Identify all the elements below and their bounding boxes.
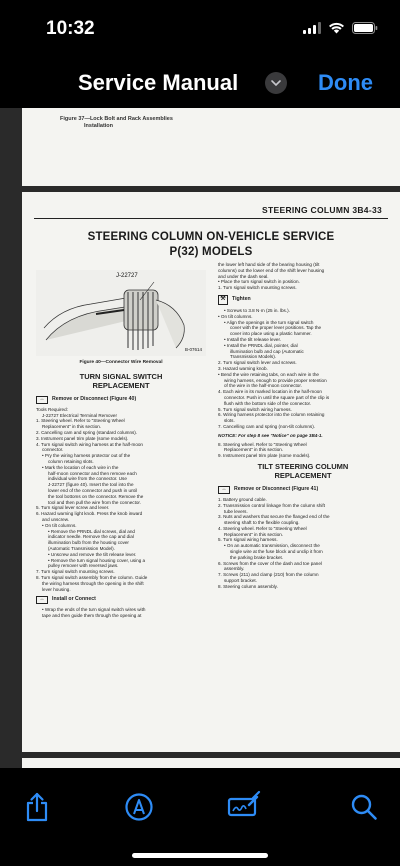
figure-code: B-07614 <box>184 347 202 353</box>
text-line: 5. Turn signal lever screw and lever. <box>36 505 110 511</box>
text-line: 2. Turn signal switch lever and screws. <box>218 360 297 366</box>
text-line: 7. Screws (211) and clamp (210) from the column <box>218 572 319 578</box>
text-line: • Remove the turn signal housing cover, using a <box>48 557 146 563</box>
tighten-heading: ⚒ Tighten <box>218 295 388 305</box>
text-line: • Install the PRNDL dial, pointer, dial <box>224 342 298 348</box>
remove-steps-list <box>36 407 206 593</box>
text-line: 6. Screws from the cover of the dash and toe panel <box>218 560 322 566</box>
text-line: • Unscrew and remove the tilt release lever. <box>48 551 137 557</box>
text-line: 4. Turn signal switch wiring harness at the half-moon <box>36 441 143 447</box>
text-line: lever housing. <box>42 586 71 592</box>
search-icon <box>350 793 378 821</box>
text-line: • Pry the wiring harness protector out of the <box>42 453 131 459</box>
text-line: 2. Cancelling cam and spring (standard columns). <box>36 429 138 435</box>
text-line: • Wrap the ends of the turn signal switch wires with <box>42 607 146 613</box>
text-line: the tool bottoms on the connector. Remove the <box>48 493 144 499</box>
bottom-toolbar <box>0 768 400 866</box>
text-line: tape and then guide them through the opening at <box>42 613 142 619</box>
text-line: J-22727 Electrical Terminal Remover <box>42 412 117 418</box>
text-line: Replacement" in this section. <box>224 531 284 537</box>
text-line: Replacement" in this section. <box>42 424 102 430</box>
text-line: 6. Wiring harness protector into the column retaining <box>218 412 325 418</box>
text-line: 9. Instrument panel trim plate (some models). <box>218 453 311 459</box>
text-line: of the wire in the half-moon connector. <box>224 383 302 389</box>
text-line: cover with the proper lever positions. Tap the <box>230 325 322 331</box>
text-line: assembly. <box>224 566 245 572</box>
text-line: tube levers. <box>224 508 248 514</box>
text-line: illumination bulb and cap (Automatic <box>230 348 304 354</box>
done-button[interactable]: Done <box>318 70 373 95</box>
text-line: 1. Steering wheel. Refer to "Steering Wheel <box>36 418 125 424</box>
text-line: 1. Turn signal switch mounting screws. <box>218 285 297 291</box>
text-line: • Bend the wire retaining tabs, on each wire in the <box>218 371 319 377</box>
text-line: the parking brake bracket. <box>230 554 284 560</box>
signature-icon <box>227 795 261 819</box>
right-column <box>218 262 388 590</box>
text-line: indicator needle. Remove the cap and dial <box>48 534 134 540</box>
text-line: 4. Steering wheel. Refer to "Steering Wheel <box>218 525 307 531</box>
text-line: • On tilt columns. <box>218 313 253 319</box>
text-line: 8. Steering wheel. Refer to "Steering Wheel <box>218 441 307 447</box>
text-line: • Install the tilt release lever. <box>224 336 282 342</box>
previous-page <box>22 108 400 186</box>
text-line: • Mark the location of each wire in the <box>42 464 119 470</box>
text-line: J-22727 (figure 40). Insert the tool into the <box>48 482 134 488</box>
text-line: (Automatic Transmission Model). <box>48 545 115 551</box>
page-title: STEERING COLUMN ON-VEHICLE SERVICE P(32) MODELS <box>87 231 335 258</box>
figure-40-illustration <box>36 270 206 356</box>
text-line: flush with the bottom side of the connector. <box>224 400 312 406</box>
text-line: 4. Each wire in its marked location in the half-moon <box>218 389 322 395</box>
text-line: wiring harness, enough to provide proper retention <box>224 377 327 383</box>
document-title[interactable]: Service Manual <box>78 70 239 95</box>
tilt-remove-heading: ↔ Remove or Disconnect (Figure 41) <box>218 486 388 494</box>
text-line: 3. Nuts and washers that secure the flanged end of the <box>218 514 330 520</box>
text-line: • On tilt columns. <box>42 522 77 528</box>
text-line: 8. Turn signal switch assembly from the column. Guide <box>36 574 148 580</box>
remove-arrows-icon: ↔ <box>36 396 48 404</box>
text-line: 3. Hazard warning knob. <box>218 365 268 371</box>
header-divider <box>34 218 388 219</box>
install-connect-heading: ↔ Install or Connect <box>36 596 206 604</box>
text-line: columns) out the lower end of the shift lever housing <box>218 267 325 273</box>
text-line: connector. Push in until the square part of the clip is <box>224 394 330 400</box>
text-line: half-moon connector and then remove each <box>48 470 137 476</box>
text-line: • Place the turn signal switch in position. <box>218 279 300 285</box>
title-menu-chevron-icon[interactable] <box>265 72 287 94</box>
text-line: 6. Hazard warning light knob. Press the knob inward <box>36 511 143 517</box>
markup-pen-icon <box>124 792 154 822</box>
tilt-column-section-title: TILT STEERING COLUMN REPLACEMENT <box>257 461 349 480</box>
wifi-icon <box>328 22 345 34</box>
tool-label: J-22727 <box>116 273 138 279</box>
wrench-icon: ⚒ <box>218 295 228 305</box>
install-steps-list <box>36 607 206 619</box>
text-line: and unscrew. <box>42 516 70 522</box>
text-line: connector. <box>42 447 64 453</box>
text-line: • Remove the PRNDL dial screws, dial and <box>48 528 135 534</box>
text-line: • On an automatic transmission, disconnect the <box>224 543 320 549</box>
share-icon <box>24 792 50 822</box>
navigation-bar <box>0 58 400 108</box>
text-line: pulley remover with reversed jaws. <box>48 563 119 569</box>
current-page <box>22 192 400 752</box>
status-icons <box>303 22 378 34</box>
remove-arrows-icon: ↔ <box>218 486 230 494</box>
status-bar <box>0 0 400 58</box>
text-line: Tools Required: <box>36 406 68 412</box>
text-line: lower end of the connector and push in until <box>48 487 137 493</box>
text-line: 7. Turn signal switch mounting screws. <box>36 569 115 575</box>
search-button[interactable] <box>349 792 379 822</box>
text-line: 3. Instrument panel trim plate (some models). <box>36 435 129 441</box>
document-viewer[interactable] <box>0 108 400 768</box>
share-button[interactable] <box>22 792 52 822</box>
page-running-header: STEERING COLUMN 3B4-33 <box>262 205 382 215</box>
text-line: 5. Turn signal switch wiring harness. <box>218 406 292 412</box>
text-line: cover into place using a plastic hammer. <box>230 331 312 337</box>
text-line: individual wire from the connector. Use <box>48 476 127 482</box>
text-line: and under the dash seal. <box>218 273 269 279</box>
text-line: single wire at the fuse block and unclip it from <box>230 549 323 555</box>
text-line: steering shaft to the flexible coupling. <box>224 520 300 526</box>
text-line: column retaining slots. <box>48 458 94 464</box>
cellular-signal-icon <box>303 22 321 34</box>
text-line: tool and then pull the wire from the connector. <box>48 499 141 505</box>
remove-disconnect-heading: ↔ Remove or Disconnect (Figure 40) <box>36 396 206 404</box>
text-line: illumination bulb from the housing cover <box>48 540 129 546</box>
text-line: • Align the openings in the turn signal switch <box>224 319 314 325</box>
text-line: Replacement" in this section. <box>224 447 284 453</box>
text-line: • Screws to 3.8 N·m (25 in. lbs.). <box>224 307 290 313</box>
status-time: 10:32 <box>46 18 95 39</box>
text-line: 5. Turn signal wiring harness. <box>218 537 278 543</box>
figure-37-caption: Figure 37—Lock Bolt and Rack Assemblies Installation <box>60 116 173 129</box>
text-line: slots. <box>224 418 235 424</box>
text-line: Transmission Models). <box>230 354 277 360</box>
turn-signal-section-title: TURN SIGNAL SWITCH REPLACEMENT <box>79 371 163 390</box>
home-indicator[interactable] <box>132 853 268 858</box>
text-line: 8. Steering column assembly. <box>218 583 278 589</box>
text-line: the wiring harness through the opening in the shift <box>42 580 144 586</box>
markup-button[interactable] <box>124 792 154 822</box>
signature-button[interactable] <box>229 792 259 822</box>
text-line: the lower left hand side of the bearing housing (tilt <box>218 262 320 267</box>
text-line: 1. Battery ground cable. <box>218 496 267 502</box>
text-line: support bracket. <box>224 578 257 584</box>
figure-40-caption: Figure 40—Connector Wire Removal <box>79 360 163 365</box>
install-arrows-icon: ↔ <box>36 596 48 604</box>
text-line: 7. Cancelling cam and spring (non-tilt columns). <box>218 423 316 429</box>
text-line: 2. Transmission control linkage from the column shift <box>218 502 325 508</box>
left-column <box>36 270 206 619</box>
battery-icon <box>352 22 378 34</box>
notice-text: NOTICE: For step 8 see "Notice" on page 3B4-1. <box>218 432 323 438</box>
